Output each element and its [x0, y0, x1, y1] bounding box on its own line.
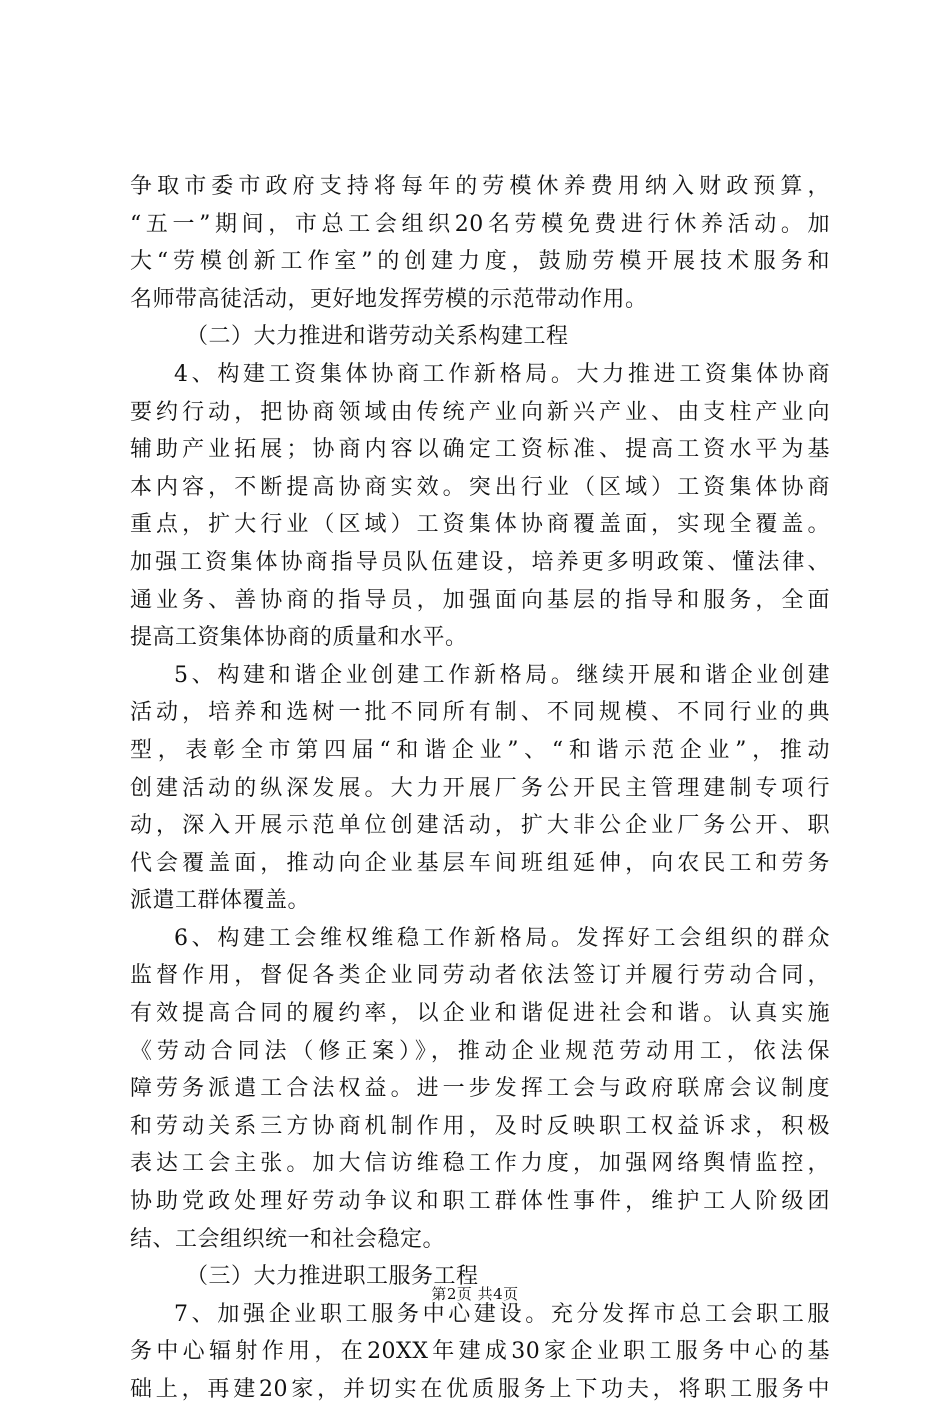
text-line: 障劳务派遣工合法权益。进一步发挥工会与政府联席会议制度: [130, 1076, 830, 1102]
text-line: 名师带高徒活动，更好地发挥劳模的示范带动作用。: [130, 286, 648, 312]
text-line: 务中心辐射作用，在20XX年建成30家企业职工服务中心的基: [130, 1339, 830, 1365]
text-line: 型，表彰全市第四届“和谐企业”、“和谐示范企业”，推动: [130, 737, 830, 763]
text-line: 有效提高合同的履约率，以企业和谐促进社会和谐。认真实施: [130, 1001, 830, 1027]
page-footer: 第2页 共4页: [431, 1285, 519, 1303]
text-line: 要约行动，把协商领域由传统产业向新兴产业、由支柱产业向: [130, 399, 830, 425]
section-heading: （二）大力推进和谐劳动关系构建工程: [186, 324, 569, 350]
text-line: 7、加强企业职工服务中心建设。充分发挥市总工会职工服: [174, 1301, 830, 1327]
text-line: 5、构建和谐企业创建工作新格局。继续开展和谐企业创建: [174, 662, 830, 688]
text-line: 表达工会主张。加大信访维稳工作力度，加强网络舆情监控，: [130, 1151, 830, 1177]
text-line: 争取市委市政府支持将每年的劳模休养费用纳入财政预算，: [130, 174, 830, 199]
text-line: 协助党政处理好劳动争议和职工群体性事件，维护工人阶级团: [130, 1189, 830, 1215]
text-line: 活动，培养和选树一批不同所有制、不同规模、不同行业的典: [130, 700, 830, 726]
text-line: “五一”期间，市总工会组织20名劳模免费进行休养活动。加: [130, 211, 830, 237]
text-line: 大“劳模创新工作室”的创建力度，鼓励劳模开展技术服务和: [130, 249, 830, 275]
text-line: 和劳动关系三方协商机制作用，及时反映职工权益诉求，积极: [130, 1113, 830, 1139]
text-line: 通业务、善协商的指导员，加强面向基层的指导和服务，全面: [130, 587, 830, 613]
text-line: 4、构建工资集体协商工作新格局。大力推进工资集体协商: [174, 361, 830, 387]
text-line: 创建活动的纵深发展。大力开展厂务公开民主管理建制专项行: [130, 775, 830, 801]
text-line: 代会覆盖面，推动向企业基层车间班组延伸，向农民工和劳务: [130, 850, 830, 876]
text-line: 结、工会组织统一和社会稳定。: [130, 1226, 446, 1252]
section-heading: （三）大力推进职工服务工程: [186, 1264, 479, 1290]
text-line: 《劳动合同法（修正案）》，推动企业规范劳动用工，依法保: [130, 1038, 830, 1064]
text-line: 派遣工群体覆盖。: [130, 888, 311, 914]
text-line: 提高工资集体协商的质量和水平。: [130, 625, 468, 651]
text-line: 辅助产业拓展；协商内容以确定工资标准、提高工资水平为基: [130, 437, 830, 463]
text-line: 动，深入开展示范单位创建活动，扩大非公企业厂务公开、职: [130, 813, 830, 839]
text-line: 6、构建工会维权维稳工作新格局。发挥好工会组织的群众: [174, 925, 830, 951]
text-line: 本内容，不断提高协商实效。突出行业（区域）工资集体协商: [130, 474, 830, 500]
text-line: 础上，再建20家，并切实在优质服务上下功夫，将职工服务中: [130, 1377, 830, 1402]
text-line: 重点，扩大行业（区域）工资集体协商覆盖面，实现全覆盖。: [130, 512, 830, 538]
text-line: 监督作用，督促各类企业同劳动者依法签订并履行劳动合同，: [130, 963, 830, 989]
document-body: [130, 168, 830, 1409]
text-line: 加强工资集体协商指导员队伍建设，培养更多明政策、懂法律、: [130, 549, 830, 575]
